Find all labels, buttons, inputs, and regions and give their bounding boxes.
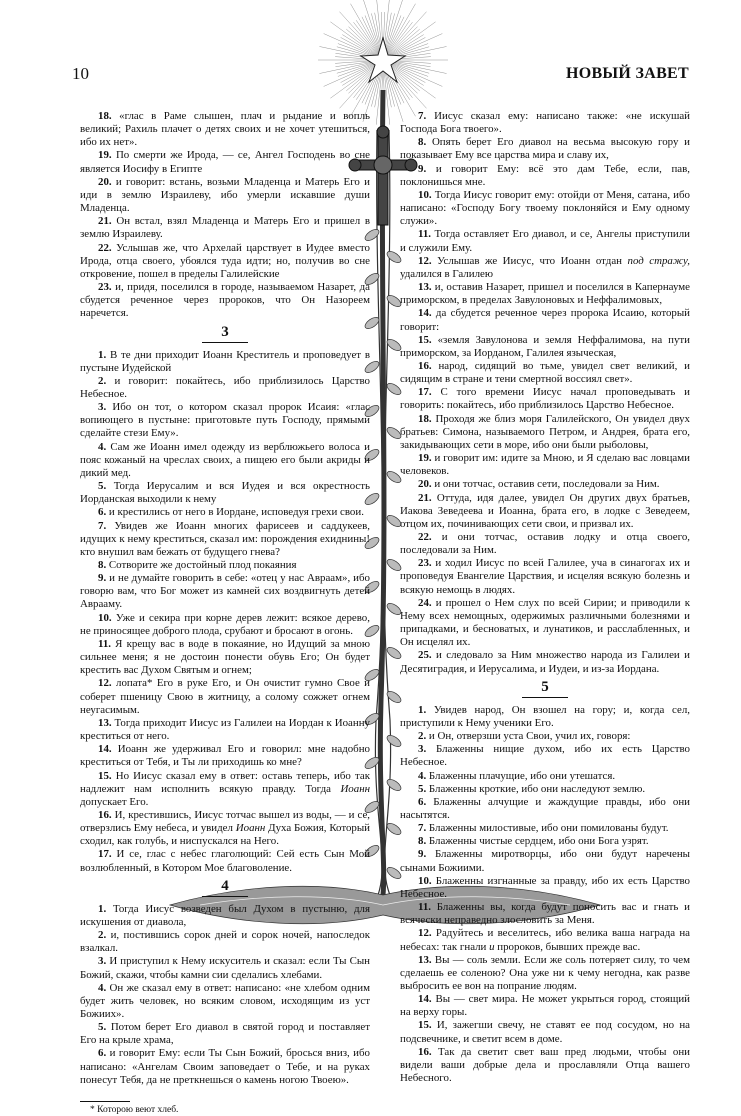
verse-number: 8. [418,835,427,848]
verse [400,386,690,412]
verse [80,215,370,241]
verse-text: Опять берет Его диавол на весьма высокую гору и показывает Ему все царства мира и славу их, [400,136,690,162]
verse-number: 17. [418,386,432,399]
verse-number: 20. [98,175,112,188]
verse-number: 16. [98,808,112,821]
verse [400,492,690,531]
verse [400,783,690,796]
verse-number: 15. [418,333,432,346]
verse-number: 4. [98,981,107,994]
verse [80,903,370,929]
verse-number: 5. [98,1021,107,1034]
verse-text: Потом берет Его диавол в святой город и поставляет Его на крыле храма, [80,1021,370,1047]
verse-text: и говорит Ему: если Ты Сын Божий, бросься вниз, ибо написано: «Ангелам Своим заповедает о Тебе, и на руках понесут Тебя, да не преткнешься о камень ногою Твоею». [80,1047,370,1086]
verse-text: да сбудется реченное через пророка Исаию, который говорит: [400,307,690,333]
verse [400,901,690,927]
verse-text: По смерти же Ирода, — се, Ангел Господень во сне является Иосифу в Египте [80,149,370,175]
verse-text: Так да светит свет ваш пред людьми, чтобы они видели ваши добрые дела и прославляли Отца вашего Небесного. [400,1045,690,1085]
verse-text: Услышав же Иисус, что Иоанн отдан [437,254,628,267]
verse-number: 5. [418,782,427,795]
verse [80,506,370,519]
verse-number: 9. [418,848,427,861]
verse [400,649,690,675]
verse-number: 2. [98,374,107,387]
verse-number: 4. [418,769,427,782]
verse-number: 1. [98,902,107,915]
verse-text: и говорит: встань, возьми Младенца и Матерь Его и иди в землю Израилеву, ибо умерли искавшие души Младенца. [80,175,370,215]
verse-number: 14. [98,743,112,756]
verse-number: 2. [418,730,427,743]
verse-text: Сотворите же достойный плод покаяния [108,559,297,571]
verse [400,228,690,254]
verse-text: Он встал, взял Младенца и Матерь Его и пришел в землю Израилеву. [80,215,370,241]
verse [400,875,690,901]
verse-text: Вы — свет мира. Не может укрыться город, стоящий на верху горы. [400,993,690,1019]
verse [400,334,690,360]
verse-number: 18. [418,412,432,425]
verse-number: 11. [418,228,432,241]
verse-text: И се, глас с небес глаголющий: Сей есть Сын Мой возлюбленный, в Котором Мое благоволение. [80,848,370,874]
verse-number: 15. [98,769,112,782]
verse-number: 6. [98,1047,107,1060]
verse-text: народ, сидящий во тьме, увидел свет великий, и сидящим в стране и тени смертной воссиял свет». [400,359,690,386]
right-column [400,110,690,1085]
verse-number: 8. [418,136,427,149]
verse [400,307,690,333]
verse-number: 14. [418,307,432,320]
verse-text: и говорит: покайтесь, ибо приблизилось Царство Небесное. [80,374,370,400]
verse-text: И, крестившись, Иисус тотчас вышел из воды, — и се, отверзлись Ему небеса, и увидел [80,808,370,835]
verse-text: Но Иисус сказал ему в ответ: оставь теперь, ибо так надлежит нам исполнить всякую правду. Тогда [80,769,370,795]
verse [80,375,370,401]
verse-number: 21. [418,491,432,504]
verse-number: 9. [418,162,427,175]
verse [400,730,690,743]
verse [80,520,370,559]
verse-text: Сам же Иоанн имел одежду из верблюжьего волоса и пояс кожаный на чреслах своих, а пищею его были акриды и дикий мед. [80,440,370,479]
verse-text: Тогда оставляет Его диавол, и се, Ангелы приступили и служили Ему. [400,228,690,254]
verse-text: Вы — соль земли. Если же соль потеряет силу, то чем сделаешь ее соленою? Она уже ни к чему негодна, как разве выбросить ее вон на попрание людям. [400,953,690,992]
verse-text: Духа Божия, Который сходил, как голубь, и ниспускался на Него. [80,822,370,848]
verse-number: 12. [418,254,432,267]
verse-number: 2. [98,929,107,942]
verse-text: «земля Завулонова и земля Неффалимова, на пути приморском, за Иорданом, Галилея языческая, [400,333,690,359]
verse [400,255,690,281]
verse [80,572,370,611]
verse-text: Тогда Иерусалим и вся Иудея и вся окрестность Иорданская выходили к нему [80,480,370,506]
verse-number: 23. [98,281,112,294]
verse-number: 18. [98,110,112,122]
verse-text: Оттуда, идя далее, увидел Он других двух братьев, Иакова Зеведеева и Иоанна, брата его, в лодке с Зеведеем, отцом их, починивающих сети свои, и призвал их. [400,491,690,530]
chapter-heading [400,679,690,698]
verse [400,478,690,491]
verse-text: Блаженны миротворцы, ибо они будут наречены сынами Божиими. [400,848,690,874]
verse-text: Тогда Иисус возведен был Духом в пустыню, для искушения от диавола, [80,902,370,928]
verse-italic-text: и [489,940,495,953]
verse [80,559,370,572]
verse-text: и говорит Ему: всё это дам Тебе, если, пав, поклонишься мне. [400,162,690,188]
verse [400,704,690,730]
verse [80,176,370,215]
verse [80,149,370,175]
verse-text: Иоанн же удерживал Его и говорил: мне надобно креститься от Тебя, и Ты ли приходишь ко мне? [80,743,370,769]
verse-text: Блаженны вы, когда будут поносить вас и гнать и всячески неправедно злословить за Меня. [400,901,690,927]
verse-text: Ибо он тот, о котором сказал пророк Исаия: «глас вопиющего в пустыне: приготовьте путь Господу, прямыми сделайте стези Ему». [80,401,370,440]
verse-number: 5. [98,480,107,493]
verse [80,480,370,506]
verse-number: 9. [98,572,107,585]
verse [400,281,690,307]
verse-text: Блаженны плачущие, ибо они утешатся. [428,769,616,782]
verse-text: Блаженны кроткие, ибо они наследуют землю. [428,782,646,795]
verse-number: 13. [418,281,432,294]
verse [400,360,690,386]
verse [80,848,370,874]
verse-number: 13. [418,953,432,966]
verse [80,242,370,281]
verse-italic-text: под стражу, [627,254,690,267]
verse-text: Иисус сказал ему: написано также: «не искушай Господа Бога твоего». [400,110,690,136]
verse-text: Блаженны изгнанные за правду, ибо их есть Царство Небесное. [400,874,690,900]
verse-number: 19. [98,149,112,162]
verse [80,1021,370,1047]
verse-text: и они тотчас, оставив лодку и отца своего, последовали за Ним. [400,531,690,557]
verse-text: Я крещу вас в воде в покаяние, но Идущий за мною сильнее меня; я не достоин понести обувь Его; Он будет крестить вас Духом Святым и огнем; [80,637,370,677]
verse-text: Блаженны чистые сердцем, ибо они Бога узрят. [428,835,649,848]
verse-number: 17. [98,848,112,861]
verse-text: Он же сказал ему в ответ: написано: «не хлебом одним будет жить человек, но всяким словом, исходящим из уст Божиих». [80,981,370,1020]
verse [80,770,370,809]
verse [400,531,690,557]
verse [80,743,370,769]
chapter-heading [80,878,370,897]
verse-text: Увидев народ, Он взошел на гору; и, когда сел, приступили к Нему ученики Его. [400,703,690,729]
verse-number: 3. [98,401,107,414]
verse [80,612,370,638]
verse-text: и следовало за Ним множество народа из Галилеи и Десятиградия, и Иерусалима, и Иудеи, и из-за Иордана. [400,649,690,675]
verse-number: 16. [418,1045,432,1058]
verse [400,835,690,848]
verse-text: удалился в Галилею [400,267,493,280]
verse-text: и они тотчас, оставив сети, последовали за Ним. [434,478,660,491]
verse-text: пророков, бывших прежде вас. [494,940,641,953]
verse-text: лопата* Его в руке Его, и Он очистит гумно Свое и соберет пшеницу Свою в житницу, а солому сожжет огнем неугасимым. [80,677,370,716]
verse-text: И, зажегши свечу, не ставят ее под сосудом, но на подсвечнике, и светит всем в доме. [400,1019,690,1045]
verse-number: 1. [418,703,427,716]
chapter-number: 3 [202,324,248,343]
verse-text: Увидев же Иоанн многих фарисеев и саддукеев, идущих к нему креститься, сказал им: порождения ехиднины! кто внушил вам бежать от будущего гнева? [80,519,370,558]
verse-number: 13. [98,716,112,729]
verse-number: 21. [98,215,112,228]
verse [80,638,370,677]
verse [80,677,370,716]
verse-number: 12. [418,927,432,940]
verse [80,1047,370,1086]
verse-text: Блаженны милостивые, ибо они помилованы будут. [428,822,669,835]
verse-text: допускает Его. [80,795,149,808]
running-title: НОВЫЙ ЗАВЕТ [565,65,689,82]
verse-number: 25. [418,649,432,662]
verse [80,441,370,480]
verse-number: 4. [98,440,107,453]
verse-number: 6. [418,795,427,808]
star-ray [340,12,383,60]
verse-number: 6. [98,506,107,519]
verse-number: 12. [98,677,112,690]
page-number: 10 [72,64,89,83]
verse-text: Услышав же, что Архелай царствует в Иудее вместо Ирода, отца своего, убоялся туда идти; но, получив во сне откровение, пошел в пределы Галилейские [80,241,370,280]
verse-number: 3. [418,743,427,756]
right-column-verses [400,110,690,1085]
verse-text: Тогда приходит Иисус из Галилеи на Иордан к Иоанну креститься от него. [80,716,370,743]
verse [400,136,690,162]
verse [400,743,690,769]
verse-number: 24. [418,596,432,609]
verse [80,982,370,1021]
chapter-heading [80,324,370,343]
verse [400,1046,690,1085]
verse-text: и, придя, поселился в городе, называемом Назарет, да сбудется реченное через пророков, что Он Назореем наречется. [80,281,370,320]
verse [80,281,370,320]
verse-italic-text: Иоанн [235,822,266,835]
verse-text: И приступил к Нему искуситель и сказал: если Ты Сын Божий, скажи, чтобы камни сии сделались хлебами. [80,955,370,981]
verse-text: и говорит им: идите за Мною, и Я сделаю вас ловцами человеков. [400,452,690,478]
chapter-number: 5 [522,679,568,698]
chapter-number: 4 [202,878,248,897]
verse [80,929,370,955]
verse-text: и ходил Иисус по всей Галилее, уча в синагогах их и проповедуя Евангелие Царствия, и исцеляя всякую болезнь и всякую немощь в людях. [400,557,690,596]
verse-text: Радуйтесь и веселитесь, ибо велика ваша награда на небесах: так гнали [400,927,690,953]
verse-number: 11. [418,901,432,914]
star-ray [383,12,426,60]
footnote: * Которою веют хлеб. [90,1104,179,1115]
star-icon [361,38,405,82]
verse [400,796,690,822]
verse-number: 23. [418,557,432,570]
verse-text: Блаженны нищие духом, ибо их есть Царство Небесное. [400,743,690,769]
verse [80,717,370,743]
verse-text: С того времени Иисус начал проповедывать и говорить: покайтесь, ибо приблизилось Царство Небесное. [400,386,690,412]
footnote-divider [80,1101,130,1102]
verse-number: 19. [418,452,432,465]
verse-number: 15. [418,1019,432,1032]
verse [400,954,690,993]
verse [400,557,690,596]
left-column [80,110,370,1116]
verse [80,955,370,981]
verse [400,1019,690,1045]
verse [400,597,690,650]
verse [80,401,370,440]
verse-number: 8. [98,559,107,571]
verse-number: 7. [418,822,427,835]
verse-text: «глас в Раме слышен, плач и рыдание и вопль великий; Рахиль плачет о детях своих и не хочет утешиться, ибо их нет». [80,110,370,149]
verse [80,809,370,848]
verse-number: 7. [98,519,107,532]
verse-number: 3. [98,955,107,968]
verse-number: 11. [98,637,112,650]
left-column-verses [80,110,370,1087]
verse-number: 10. [418,188,432,201]
verse-text: и прошел о Нем слух по всей Сирии; и приводили к Нему всех немощных, одержимых различными болезнями и припадками, и бесноватых, и лунатиков, и расслабленных, и Он исцелял их. [400,596,690,649]
verse [400,452,690,478]
verse-text: и крестились от него в Иордане, исповедуя грехи свои. [108,506,364,519]
verse-italic-text: Иоанн [340,782,370,795]
verse-number: 10. [98,611,112,624]
verse-number: 16. [418,359,432,372]
verse-text: В те дни приходит Иоанн Креститель и проповедует в пустыне Иудейской [80,348,370,374]
verse-text: и Он, отверзши уста Свои, учил их, говоря: [428,730,631,743]
verse [80,110,370,149]
verse-number: 22. [98,241,112,254]
verse-text: Уже и секира при корне дерев лежит: всякое дерево, не приносящее доброго плода, срубают и бросают в огонь. [80,611,370,637]
verse [400,189,690,228]
verse-number: 1. [98,348,107,361]
verse [400,110,690,136]
verse [400,822,690,835]
verse [400,993,690,1019]
verse-number: 7. [418,110,427,122]
verse-text: Проходя же близ моря Галилейского, Он увидел двух братьев: Симона, называемого Петром, и Андрея, брата его, закидывающих сети в море, ибо они были рыболовы, [400,412,690,451]
verse-number: 20. [418,478,432,491]
verse [400,848,690,874]
verse-number: 22. [418,531,432,543]
verse-text: Тогда Иисус говорит ему: отойди от Меня, сатана, ибо написано: «Господу Богу твоему поклоняйся и Ему одному служи». [400,188,690,228]
verse [80,349,370,375]
verse [400,413,690,452]
verse-text: и не думайте говорить в себе: «отец у нас Авраам», ибо говорю вам, что Бог может из камней сих воздвигнуть детей Аврааму. [80,572,370,611]
verse-text: и, оставив Назарет, пришел и поселился в Капернауме приморском, в пределах Завулоновых и Неффалимовых, [400,281,690,307]
verse-text: Блаженны алчущие и жаждущие правды, ибо они насытятся. [400,795,690,821]
verse-text: и, постившись сорок дней и сорок ночей, напоследок взалкал. [80,929,370,955]
verse-number: 10. [418,874,432,887]
verse [400,927,690,953]
verse-number: 14. [418,993,432,1006]
verse [400,163,690,189]
verse [400,770,690,783]
